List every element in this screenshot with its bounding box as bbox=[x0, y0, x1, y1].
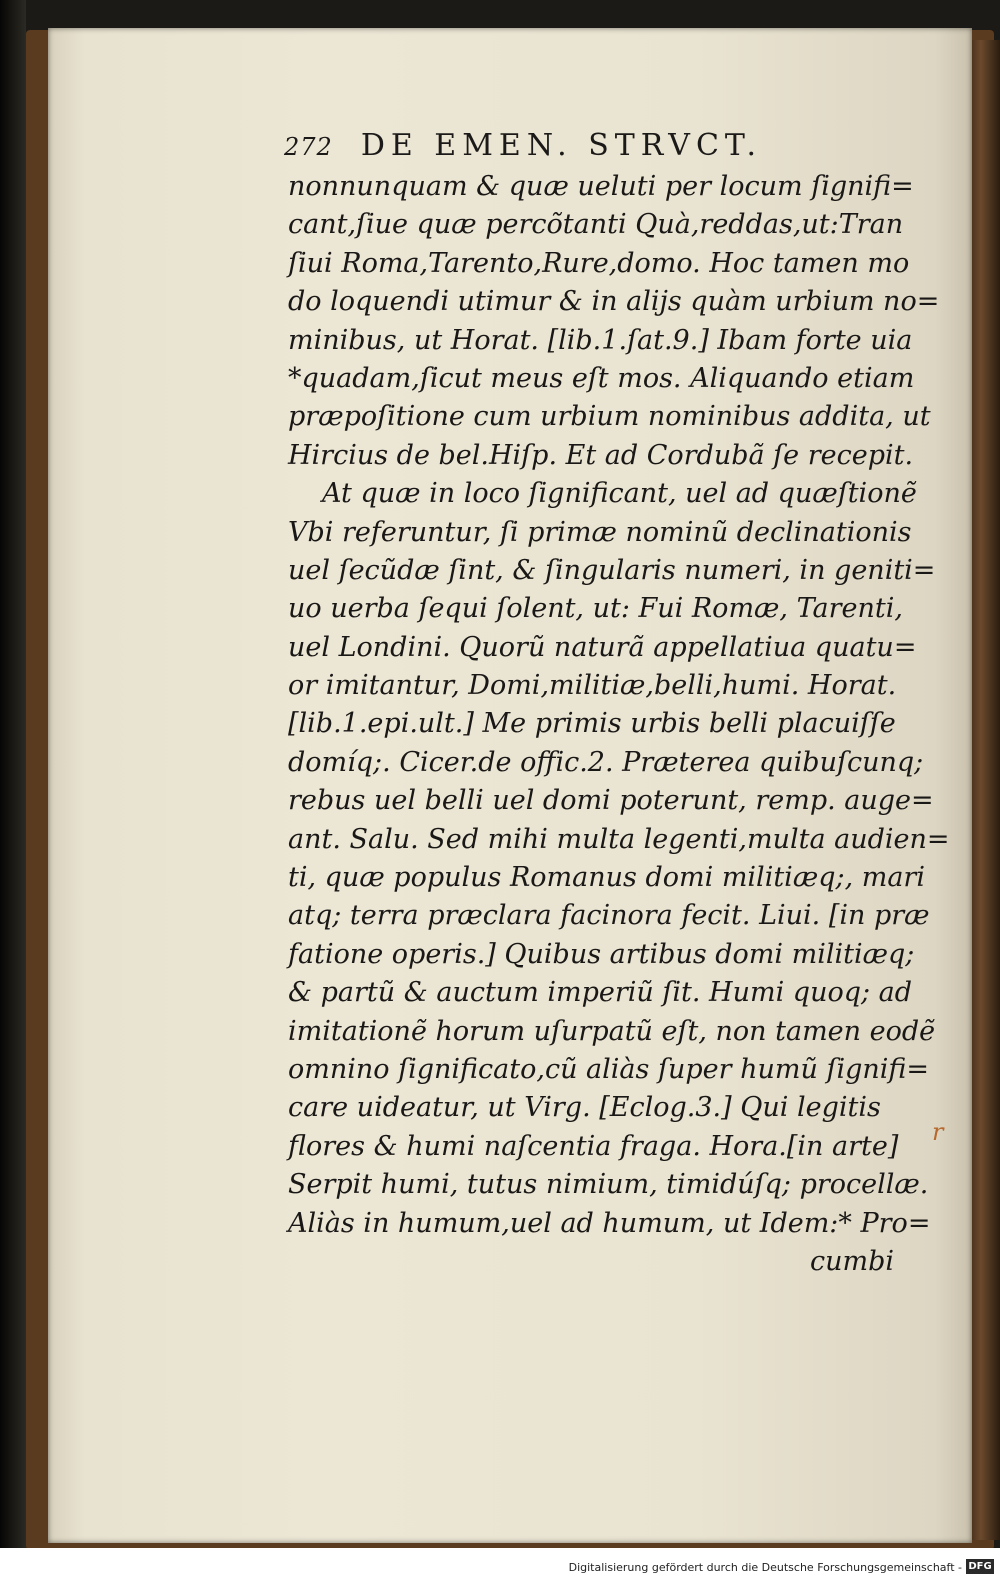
text-line: Serpit humi, tutus nimium, timidúſq; procellæ. bbox=[288, 1169, 929, 1201]
running-head bbox=[284, 128, 924, 163]
text-line: minibus, ut Horat. [lib.1.ſat.9.] Ibam forte uia bbox=[288, 324, 913, 356]
text-line: or imitantur, Domi,militiæ,belli,humi. Horat. bbox=[288, 670, 897, 702]
footer-credit: Digitalisierung gefördert durch die Deutsche Forschungsgemeinschaft - bbox=[568, 1561, 962, 1574]
book-spine-shadow bbox=[0, 0, 26, 1582]
text-line: ti, quæ populus Romanus domi militiæq;, mari bbox=[288, 862, 925, 894]
running-head-title: DE EMEN. STRVCT. bbox=[360, 128, 763, 163]
paragraph-start-line: At quæ in loco ſignificant, uel ad quæſtionẽ bbox=[322, 478, 917, 510]
text-line: Hircius de bel.Hiſp. Et ad Cordubã ſe recepit. bbox=[288, 439, 914, 471]
margin-mark: r bbox=[932, 1118, 944, 1146]
text-line: care uideatur, ut Virg. [Eclog.3.] Qui legitis bbox=[288, 1092, 881, 1124]
page-stack-edge bbox=[968, 40, 1000, 1540]
text-line: fatione operis.] Quibus artibus domi militiæq; bbox=[288, 938, 915, 970]
catchword: cumbi bbox=[809, 1245, 894, 1277]
text-line: domíq;. Cicer.de offic.2. Præterea quibuſcunq; bbox=[288, 746, 924, 778]
text-line: rebus uel belli uel domi poterunt, remp. auge= bbox=[288, 785, 934, 817]
text-line: atq; terra præclara facinora fecit. Liui. [in præ bbox=[288, 900, 930, 932]
text-line: do loquendi utimur & in alijs quàm urbium no= bbox=[288, 286, 940, 318]
text-line: uel ſecũdæ ſint, & ſingularis numeri, in geniti= bbox=[288, 554, 936, 586]
text-line: ant. Salu. Sed mihi multa legenti,multa audien= bbox=[288, 823, 950, 855]
text-line: uel Londini. Quorũ naturã appellatiua quatu= bbox=[288, 631, 917, 663]
dfg-logo: DFG bbox=[966, 1559, 994, 1574]
text-line: uo uerba ſequi ſolent, ut: Fui Romæ, Tarenti, bbox=[288, 593, 903, 625]
page-number: 272 bbox=[284, 133, 333, 161]
text-line: præpoſitione cum urbium nominibus addita, ut bbox=[288, 401, 931, 433]
text-line: *quadam,ſicut meus eſt mos. Aliquando etiam bbox=[288, 362, 915, 394]
text-line: & partũ & auctum imperiũ ſit. Humi quoq; ad bbox=[288, 977, 913, 1009]
text-line: flores & humi naſcentia fraga. Hora.[in arte] bbox=[288, 1130, 899, 1162]
text-line: nonnunquam & quæ ueluti per locum ſignifi= bbox=[288, 171, 914, 202]
text-line: Aliàs in humum,uel ad humum, ut Idem:* Pro= bbox=[288, 1207, 931, 1239]
body-text bbox=[288, 168, 950, 1281]
text-line: omnino ſignificato,cũ aliàs ſuper humũ ſignifi= bbox=[288, 1053, 930, 1085]
text-line: Vbi referuntur, ſi primæ nominũ declinationis bbox=[288, 516, 912, 548]
text-line: [lib.1.epi.ult.] Me primis urbis belli placuiſſe bbox=[288, 708, 896, 740]
text-line: cant,ſiue quæ percõtanti Quà,reddas,ut:Tran bbox=[288, 209, 904, 241]
text-line: imitationẽ horum uſurpatũ eſt, non tamen eodẽ bbox=[288, 1015, 936, 1047]
text-line: ſiui Roma,Tarento,Rure,domo. Hoc tamen mo bbox=[288, 247, 910, 279]
